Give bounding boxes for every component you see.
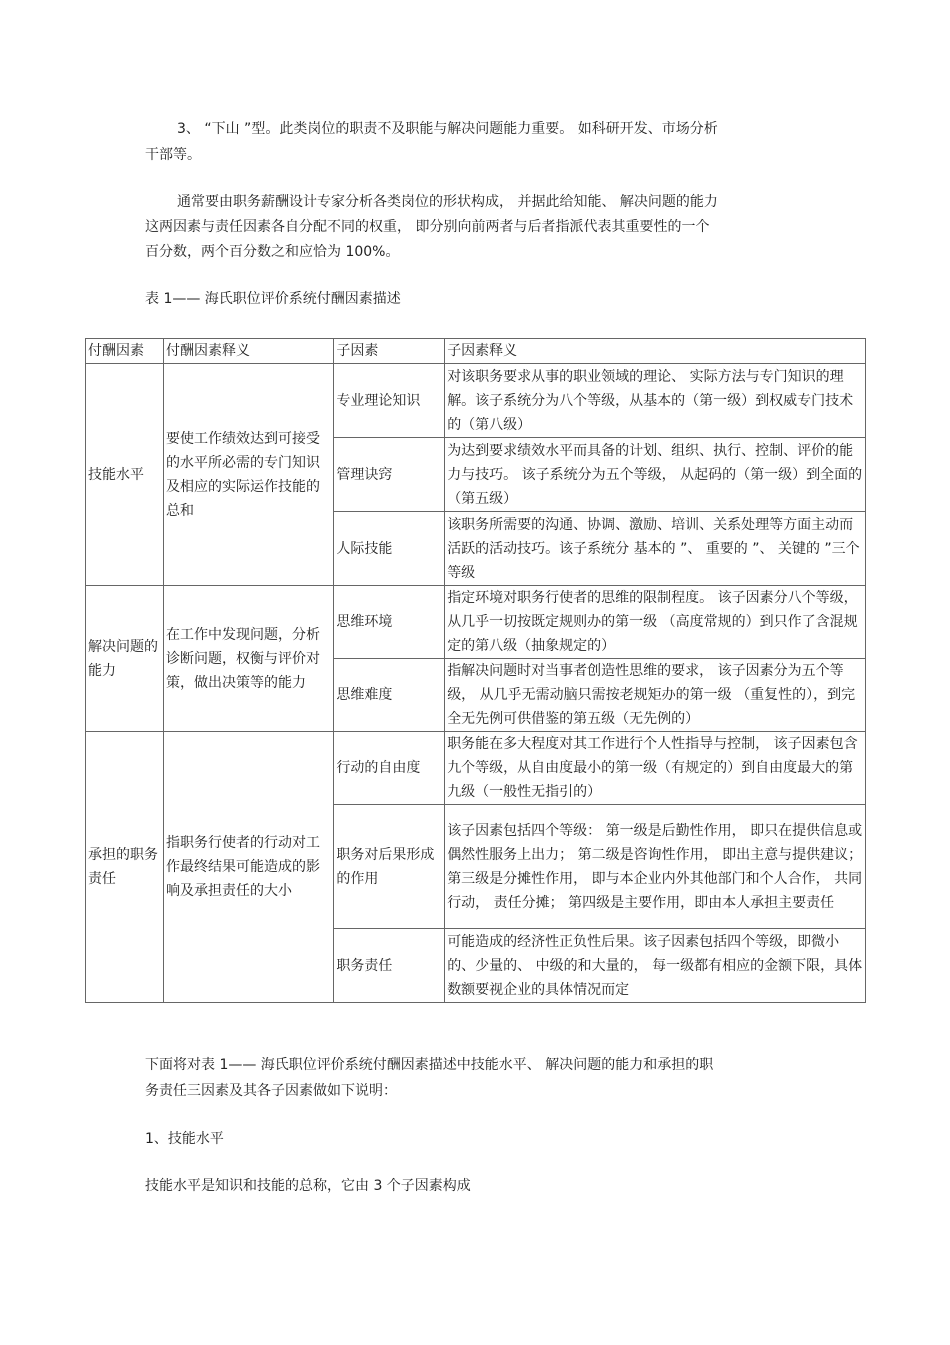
subfactor-desc-cell: 为达到要求绩效水平而具备的计划、组织、执行、控制、评价的能力与技巧。 该子系统分为五个等级， 从起码的（第一级）到全面的（第五级） [445, 438, 866, 512]
subfactor-cell: 职务对后果形成的作用 [334, 805, 445, 929]
subfactor-desc-cell: 对该职务要求从事的职业领域的理论、 实际方法与专门知识的理解。该子系统分为八个等级，从基本的（第一级）到权威专门技术的（第八级） [445, 364, 866, 438]
after-line1: 下面将对表 1—— 海氏职位评价系统付酬因素描述中技能水平、 解决问题的能力和承担的职 [145, 1057, 714, 1073]
subfactor-desc-cell: 指定环境对职务行使者的思维的限制程度。 该子因素分八个等级，从几乎一切按既定规则办的第一级 （高度常规的）到只作了含混规定的第八级（抽象规定的） [445, 586, 866, 659]
header-subfactor-definition: 子因素释义 [445, 339, 866, 364]
subfactor-cell: 思维难度 [334, 659, 445, 732]
header-factor-definition: 付酬因素释义 [164, 339, 334, 364]
factor-cell: 解决问题的能力 [86, 586, 164, 732]
factor-cell: 承担的职务责任 [86, 732, 164, 1003]
header-subfactor: 子因素 [334, 339, 445, 364]
subfactor-cell: 职务责任 [334, 929, 445, 1003]
para1-line1: 3、 “下山 ”型。此类岗位的职责不及职能与解决问题能力重要。 如科研开发、市场分析 [177, 121, 718, 137]
table-row [86, 732, 866, 805]
table-row [86, 586, 866, 659]
subfactor-cell: 专业理论知识 [334, 364, 445, 438]
subfactor-cell: 人际技能 [334, 512, 445, 586]
subfactor-desc-cell: 该子因素包括四个等级： 第一级是后勤性作用， 即只在提供信息或偶然性服务上出力； 第二级是咨询性作用， 即出主意与提供建议； 第三级是分摊性作用， 即与本企业内外其他部门和个人合作， 共同行动， 责任分摊； 第四级是主要作用，即由本人承担主要责任 [445, 805, 866, 929]
subfactor-desc-cell: 该职务所需要的沟通、协调、激励、培训、关系处理等方面主动而活跃的活动技巧。该子系统分 基本的 ”、 重要的 ”、 关键的 ”三个等级 [445, 512, 866, 586]
para2-line2: 这两因素与责任因素各自分配不同的权重， 即分别向前两者与后者指派代表其重要性的一个 [145, 219, 710, 235]
pay-factor-table [85, 338, 866, 1003]
after-line2: 务责任三因素及其各子因素做如下说明： [145, 1083, 397, 1099]
table-caption: 表 1—— 海氏职位评价系统付酬因素描述 [145, 291, 401, 307]
subfactor-cell: 思维环境 [334, 586, 445, 659]
subfactor-cell: 管理诀窍 [334, 438, 445, 512]
factor-definition-cell: 在工作中发现问题，分析诊断问题，权衡与评价对策，做出决策等的能力 [164, 586, 334, 732]
subfactor-desc-cell: 指解决问题时对当事者创造性思维的要求， 该子因素分为五个等级， 从几乎无需动脑只需按老规矩办的第一级 （重复性的），到完全无先例可供借鉴的第五级（无先例的） [445, 659, 866, 732]
subfactor-desc-cell: 可能造成的经济性正负性后果。该子因素包括四个等级，即微小的、少量的、 中级的和大量的， 每一级都有相应的金额下限，具体数额要视企业的具体情况而定 [445, 929, 866, 1003]
section-heading: 1、技能水平 [145, 1131, 224, 1147]
factor-cell: 技能水平 [86, 364, 164, 586]
subfactor-cell: 行动的自由度 [334, 732, 445, 805]
para1-line2: 干部等。 [145, 147, 201, 163]
para2-line3: 百分数，两个百分数之和应恰为 100%。 [145, 244, 400, 260]
factor-definition-cell: 要使工作绩效达到可接受的水平所必需的专门知识及相应的实际运作技能的总和 [164, 364, 334, 586]
header-factor: 付酬因素 [86, 339, 164, 364]
table-header-row [86, 339, 866, 364]
para2-line1: 通常要由职务薪酬设计专家分析各类岗位的形状构成， 并据此给知能、 解决问题的能力 [177, 194, 718, 210]
after-line3: 技能水平是知识和技能的总称，它由 3 个子因素构成 [145, 1178, 471, 1194]
subfactor-desc-cell: 职务能在多大程度对其工作进行个人性指导与控制， 该子因素包含九个等级，从自由度最小的第一级（有规定的）到自由度最大的第九级（一般性无指引的） [445, 732, 866, 805]
factor-definition-cell: 指职务行使者的行动对工作最终结果可能造成的影响及承担责任的大小 [164, 732, 334, 1003]
table-row [86, 364, 866, 438]
